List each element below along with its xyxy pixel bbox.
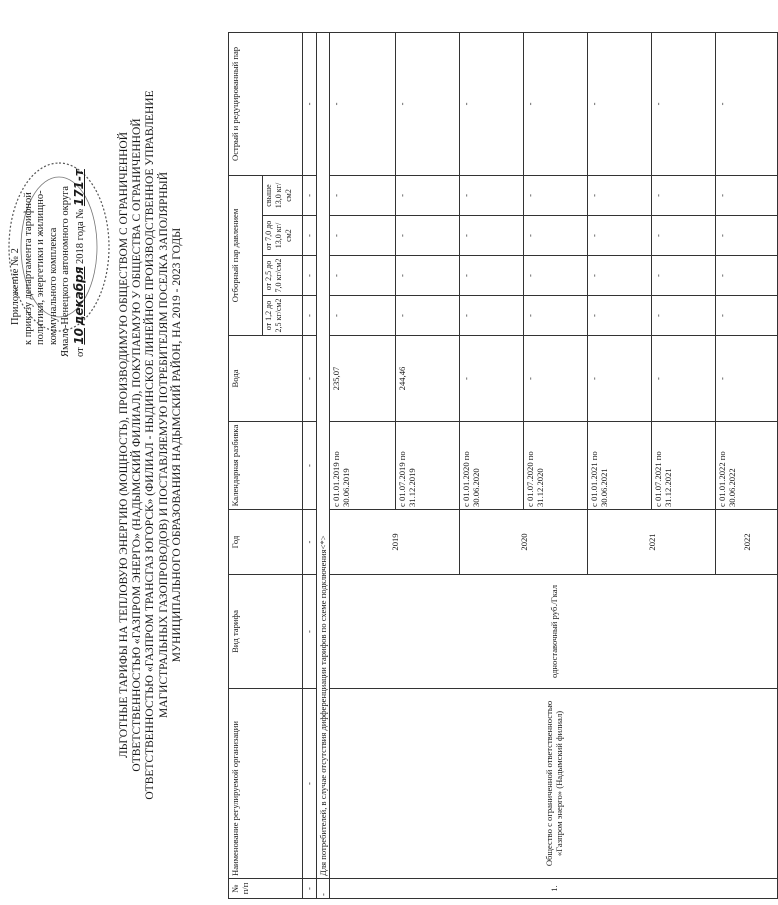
header-tariff-type: Вид тарифа <box>229 575 303 689</box>
dash-row: - - - - - - - - - - - <box>303 32 317 898</box>
table-row: с 01.07.2019 по 31.12.2019 244,46 - - - - - <box>396 32 460 898</box>
table-row: 2022 с 01.01.2022 по 30.06.2022 - - - - - - <box>716 32 778 898</box>
appendix-line: Ямало-Ненецкого автономного округа <box>60 185 71 357</box>
appendix-line: коммунального комплекса <box>47 227 59 345</box>
handwritten-day: 10 <box>71 327 86 345</box>
header-sharp-steam: Острый и редуцированный пар <box>229 32 303 175</box>
appendix-line: политики, энергетики и жилищно- <box>35 190 46 345</box>
header-no: № п/п <box>229 879 303 899</box>
note-row: - Для потребителей, в случае отсутствия дифференциации тарифов по схеме подключения<*> <box>317 32 330 898</box>
handwritten-month: декабря <box>71 266 86 326</box>
period-cell: с 01.01.2022 по 30.06.2022 <box>716 422 778 510</box>
org-name: Общество с ограниченной ответственностью «Газпром энерго» (Надымский филиал) <box>330 689 778 879</box>
header-steam: Отборный пар давлением <box>229 175 263 335</box>
appendix-date: от 10 декабря 2018 года № 171-т <box>71 169 86 357</box>
appendix-block <box>10 145 87 385</box>
year-cell: 2022 <box>716 510 778 575</box>
tariff-name: одноставочный руб./Гкал <box>330 575 778 689</box>
document-title: ЛЬГОТНЫЕ ТАРИФЫ НА ТЕПЛОВУЮ ЭНЕРГИЮ (МОЩНОСТЬ), ПРОИЗВОДИМУЮ ОБЩЕСТВОМ С ОГРАНИЧЕННОЙ ОТВЕТСТВЕННОСТЬЮ «ГАЗПРОМ ЭНЕРГО» (НАДЫМСКИЙ ФИЛИАЛ), ПОКУПАЕМУЮ У ОБЩЕСТВА С ОГРАНИЧЕННОЙ ОТВЕТСТВЕННОСТЬЮ «ГАЗПРОМ ТРАНСГАЗ ЮГОРСК» (ФИЛИАЛ - НЫДИНСКОЕ ЛИНЕЙНОЕ ПРОИЗВОДСТВЕННОЕ УПРАВЛЕНИЕ МАГИСТРАЛЬНЫХ ГАЗОПРОВОДОВ) И ПОСТАВЛЯЕМУЮ ПОТРЕБИТЕЛЯМ ПОСЕЛКА ЗАПОЛЯРНЫЙ МУНИЦИПАЛЬНОГО ОБРАЗОВАНИЯ НАДЫМСКИЙ РАЙОН, НА 2019 - 2023 ГОДЫ <box>118 90 183 800</box>
header-water: Вода <box>229 336 303 422</box>
row-number: 1. <box>330 879 778 899</box>
year-cell: 2021 <box>588 510 716 575</box>
handwritten-order-no: 171-т <box>71 169 86 207</box>
table-row: с 01.07.2021 по 31.12.2021 - - - - - - <box>652 32 716 898</box>
period-cell: с 01.07.2020 по 31.12.2020 <box>524 422 588 510</box>
water-cell: 235,07 <box>330 336 396 422</box>
period-cell: с 01.07.2021 по 31.12.2021 <box>652 422 716 510</box>
header-steam-2: от 2,5 до 7,0 кг/см2 <box>263 256 303 296</box>
period-cell: с 01.01.2020 по 30.06.2020 <box>460 422 524 510</box>
appendix-title: Приложение № 2 <box>10 248 21 325</box>
table-row: с 01.07.2020 по 31.12.2020 - - - - - - <box>524 32 588 898</box>
year-cell: 2019 <box>330 510 460 575</box>
water-cell: 244,46 <box>396 336 460 422</box>
table-row: 2021 с 01.01.2021 по 30.06.2021 - - - - - - <box>588 32 652 898</box>
table-row: 1. Общество с ограниченной ответственностью «Газпром энерго» (Надымский филиал) одноставочный руб./Гкал 2019 с 01.01.2019 по 30.06.2019 235,07 - - - - - <box>330 32 396 898</box>
period-cell: с 01.01.2021 по 30.06.2021 <box>588 422 652 510</box>
appendix-line: к приказу департамента тарифной <box>22 192 34 345</box>
header-year: Год <box>229 510 303 575</box>
header-period: Календарная разбивка <box>229 422 303 510</box>
header-org: Наименование регулируемой организации <box>229 689 303 879</box>
year-cell: 2020 <box>460 510 588 575</box>
header-steam-4: свыше 13,0 кг/см2 <box>263 175 303 215</box>
note-text: Для потребителей, в случае отсутствия дифференциации тарифов по схеме подключения<*> <box>317 32 330 878</box>
period-cell: с 01.01.2019 по 30.06.2019 <box>330 422 396 510</box>
header-steam-3: от 7,0 до 13,0 кг/см2 <box>263 216 303 256</box>
period-cell: с 01.07.2019 по 31.12.2019 <box>396 422 460 510</box>
tariff-table <box>228 32 778 899</box>
header-steam-1: от 1,2 до 2,5 кг/см2 <box>263 296 303 336</box>
table-row: 2020 с 01.01.2020 по 30.06.2020 - - - - - - <box>460 32 524 898</box>
